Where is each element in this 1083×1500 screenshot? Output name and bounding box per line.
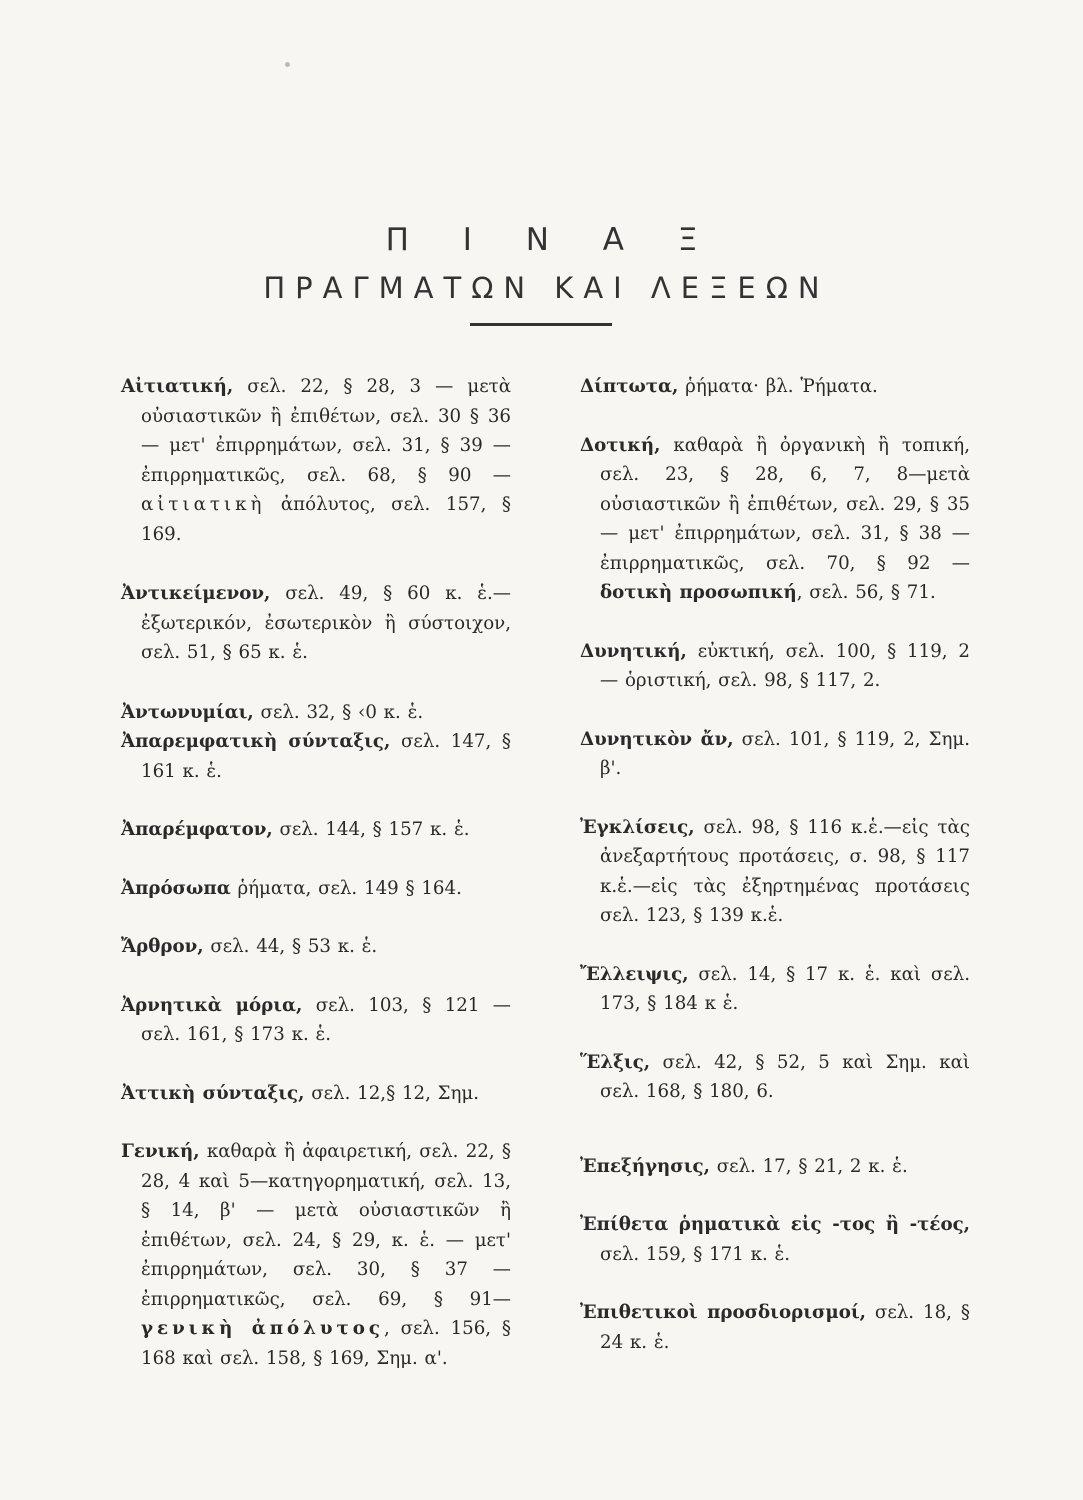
entry-head: Δοτική, <box>580 434 661 456</box>
index-entry <box>580 725 970 784</box>
index-entry <box>580 1298 970 1357</box>
entry-text: σελ. 144, § 157 κ. ἑ. <box>272 819 470 840</box>
entry-text: σελ. 49, § 60 κ. ἑ.— ἐξωτερικόν, ἐσωτερικὸν ἢ σύστοιχον, σελ. 51, § 65 κ. ἑ. <box>141 583 511 663</box>
ink-speck <box>285 62 290 67</box>
entry-head: Δυνητική, <box>580 640 687 662</box>
entry-head: Αἰτιατική, <box>121 376 234 397</box>
entry-head: Ἐπεξήγησις, <box>580 1155 710 1177</box>
title-rule <box>470 323 612 326</box>
entry-text: σελ. 101, § 119, 2, Σημ. β'. <box>600 728 970 779</box>
entry-text: ἀπόλυτος, σελ. 157, § 169. <box>141 494 511 545</box>
index-entry <box>121 1137 511 1373</box>
index-entry <box>580 1152 970 1182</box>
entry-head: Ἀπαρεμφατικὴ σύνταξις, <box>121 731 391 752</box>
entry-text: ῥήματα· βλ. Ῥήματα. <box>678 376 878 397</box>
entry-text: σελ. 98, § 116 κ.ἑ.—εἰς τὰς ἀνεξαρτήτους προτάσεις, σ. 98, § 117 κ.ἑ.—εἰς τὰς ἐξηρτημένας προτάσεις σελ. 123, § 139 κ.ἑ. <box>600 816 970 926</box>
entry-head: Ἕλξις, <box>580 1051 651 1073</box>
entry-spaced-term: γενικὴ ἀπόλυτος <box>141 1318 384 1339</box>
index-entry <box>580 372 970 402</box>
entry-text: σελ. 14, § 17 κ. ἑ. καὶ σελ. 173, § 184 κ ἑ. <box>600 963 970 1014</box>
index-entry <box>121 1079 511 1109</box>
index-entry <box>121 579 511 668</box>
entry-text: καθαρὰ ἢ ὀργανικὴ ἢ τοπική, σελ. 23, § 28, 6, 7, 8—μετὰ οὐσιαστικῶν ἢ ἐπιθέτων, σελ. 29, § 35 — μετ' ἐπιρρημάτων, σελ. 31, § 38 — ἐπιρρηματικῶς, σελ. 70, § 92 — <box>600 434 970 574</box>
entry-text: εὐκτική, σελ. 100, § 119, 2 — ὁριστική, σελ. 98, § 117, 2. <box>600 640 970 691</box>
entry-head: Ἀπρόσωπα <box>121 877 231 899</box>
index-entry <box>580 431 970 608</box>
index-entry <box>121 372 511 549</box>
entry-text: , σελ. 56, § 71. <box>796 582 936 603</box>
index-entry <box>121 932 511 962</box>
entry-text: σελ. 18, § 24 κ. ἑ. <box>600 1302 970 1353</box>
index-entry <box>580 637 970 696</box>
index-entry <box>121 698 511 728</box>
entry-head: Δυνητικὸν ἄν, <box>580 728 734 750</box>
entry-text: σελ. 17, § 21, 2 κ. ἑ. <box>709 1155 908 1177</box>
entry-text: σελ. 44, § 53 κ. ἑ. <box>203 936 378 957</box>
entry-head: Ἀντωνυμίαι, <box>121 701 254 723</box>
entry-text: σελ. 103, § 121 — σελ. 161, § 173 κ. ἑ. <box>141 994 511 1045</box>
index-title: Π Ι Ν Α Ξ <box>385 222 720 258</box>
right-column <box>580 372 970 1357</box>
entry-text: σελ. 12,§ 12, Σημ. <box>304 1082 480 1104</box>
index-entry <box>121 991 511 1050</box>
entry-head: Ἐγκλίσεις, <box>580 816 695 838</box>
entry-head: Γενική, <box>121 1141 200 1162</box>
entry-head: Ἔλλειψις, <box>580 963 689 985</box>
entry-text: σελ. 147, § 161 κ. ἑ. <box>141 731 511 782</box>
entry-head: Ἐπίθετα ῥηματικὰ εἰς -τος ἢ -τέος, <box>580 1214 970 1235</box>
entry-bold-term: δοτικὴ προσωπική <box>600 582 797 603</box>
entry-text: σελ. 159, § 171 κ. ἑ. <box>600 1243 791 1265</box>
index-entry <box>121 727 511 786</box>
entry-head: Ἄρθρον, <box>121 936 204 957</box>
entry-spaced-term: αἰτιατικὴ <box>141 494 266 515</box>
index-entry <box>121 815 511 845</box>
entry-head: Ἐπιθετικοὶ προσδιορισμοί, <box>580 1302 866 1323</box>
entry-head: Ἀντικείμενον, <box>121 583 271 604</box>
entry-text: ῥήματα, σελ. 149 § 164. <box>230 877 462 899</box>
entry-head: Ἀττικὴ σύνταξις, <box>121 1082 305 1104</box>
entry-text: σελ. 42, § 52, 5 καὶ Σημ. καὶ σελ. 168, § 180, 6. <box>600 1051 970 1102</box>
entry-text: σελ. 32, § ‹0 κ. ἑ. <box>253 701 424 723</box>
index-subtitle: ΠΡΑΓΜΑΤΩΝ ΚΑΙ ΛΕΞΕΩΝ <box>263 271 830 305</box>
index-entry <box>580 813 970 931</box>
entry-head: Δίπτωτα, <box>580 376 679 397</box>
index-entry <box>580 1210 970 1269</box>
index-entry <box>580 1048 970 1107</box>
left-column <box>121 372 511 1373</box>
entry-head: Ἀρνητικὰ μόρια, <box>121 994 303 1016</box>
entry-text: σελ. 22, § 28, 3 — μετὰ οὐσιαστικῶν ἢ ἐπιθέτων, σελ. 30 § 36 — μετ' ἐπιρρημάτων, σελ. 31, § 39 — ἐπιρρηματικῶς, σελ. 68, § 90 — <box>141 376 511 486</box>
entry-text: , σελ. 156, § 168 καὶ σελ. 158, § 169, Σημ. α'. <box>141 1318 511 1369</box>
index-entry <box>121 874 511 904</box>
index-entry <box>580 960 970 1019</box>
entry-text: καθαρὰ ἢ ἀφαιρετική, σελ. 22, § 28, 4 καὶ 5—κατηγορηματική, σελ. 13, § 14, β' — μετὰ οὐσιαστικῶν ἢ ἐπιθέτων, σελ. 24, § 29, κ. ἑ. — μετ' ἐπιρρημάτων, σελ. 30, § 37 — ἐπιρρηματικῶς, σελ. 69, § 91— <box>141 1141 511 1310</box>
entry-head: Ἀπαρέμφατον, <box>121 819 273 840</box>
